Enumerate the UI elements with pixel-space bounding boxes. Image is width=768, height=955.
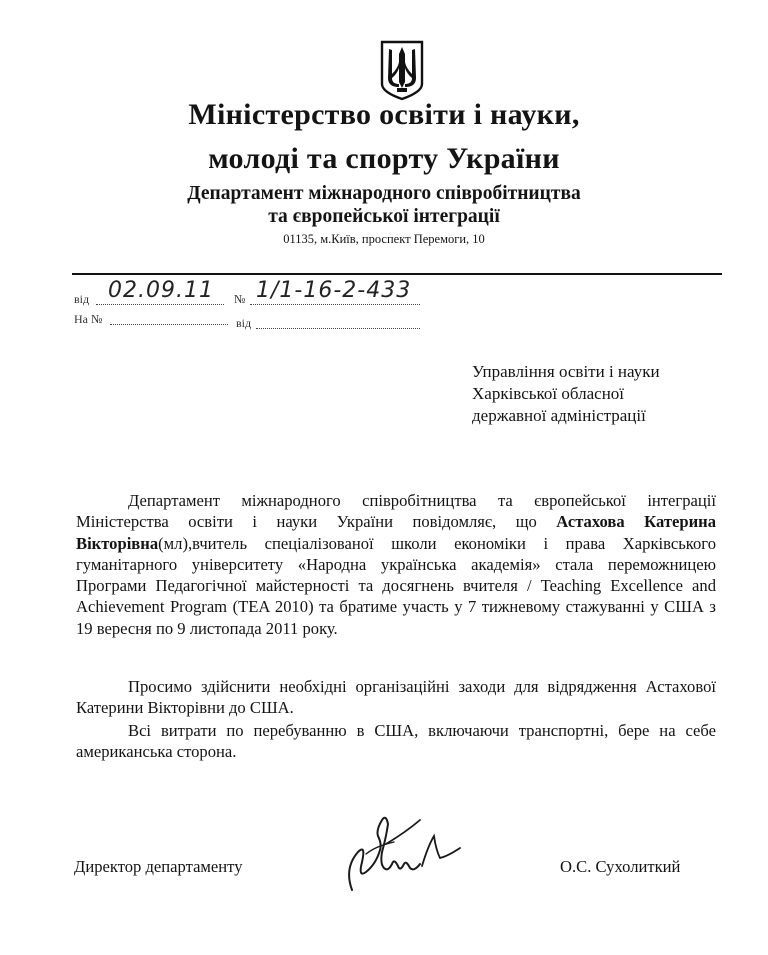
handwritten-signature-icon	[336, 806, 466, 898]
body-paragraph-2: Просимо здійснити необхідні організаційні заходи для відрядження Астахової Катерини Вікторівни до США.	[76, 677, 716, 718]
body-paragraph-1-intro: Департамент міжнародного співробітництва та європейської інтеграції Міністерства освіти і науки України повідомляє, що	[76, 491, 716, 532]
department-title-line2: та європейської інтеграції	[268, 206, 500, 227]
ministry-title-line2: молоді та спорту України	[208, 142, 560, 175]
re-date-label: від	[236, 316, 252, 330]
outgoing-date: 02.09.11	[108, 278, 214, 303]
body-paragraph-3: Всі витрати по перебуванню в США, включаючи транспортні, бере на себе американська сторона.	[76, 721, 716, 762]
ministry-title-line1: Міністерство освіти і науки,	[188, 98, 580, 131]
number-label: №	[234, 292, 246, 306]
participant-name: Астахова Катерина Вікторівна	[76, 512, 716, 553]
body-paragraph-1-details: (мл),вчитель спеціалізованої школи економіки і права Харківського гуманітарного університету «Народна українська академія» стала переможницею Програми Педагогічної майстерності та досягнень вчителя / Teaching Excellence and Achievement Program (TEA 2010) та братиме участь у 7 тижневому стажуванні у США з 19 вересня по 9 листопада 2011 року.	[76, 533, 716, 638]
recipient-line2: Харківської обласної	[472, 384, 625, 403]
header-divider	[72, 273, 722, 275]
ministry-address: 01135, м.Київ, проспект Перемоги, 10	[283, 232, 485, 246]
outgoing-number: 1/1-16-2-433	[256, 278, 412, 303]
trident-emblem-icon	[378, 38, 426, 102]
recipient-line3: державної адміністрації	[472, 406, 646, 425]
recipient-line1: Управління освіти і науки	[472, 362, 660, 381]
re-date-underline	[256, 328, 420, 329]
department-title-line1: Департамент міжнародного співробітництва	[187, 183, 581, 204]
date-label: від	[74, 292, 90, 306]
signatory-position: Директор департаменту	[74, 857, 243, 876]
body-paragraph-1	[76, 490, 716, 639]
signatory-name: О.С. Сухолиткий	[560, 857, 681, 876]
re-number-underline	[110, 324, 228, 325]
re-number-label: На №	[74, 312, 103, 326]
date-underline	[96, 304, 224, 305]
number-underline	[250, 304, 420, 305]
